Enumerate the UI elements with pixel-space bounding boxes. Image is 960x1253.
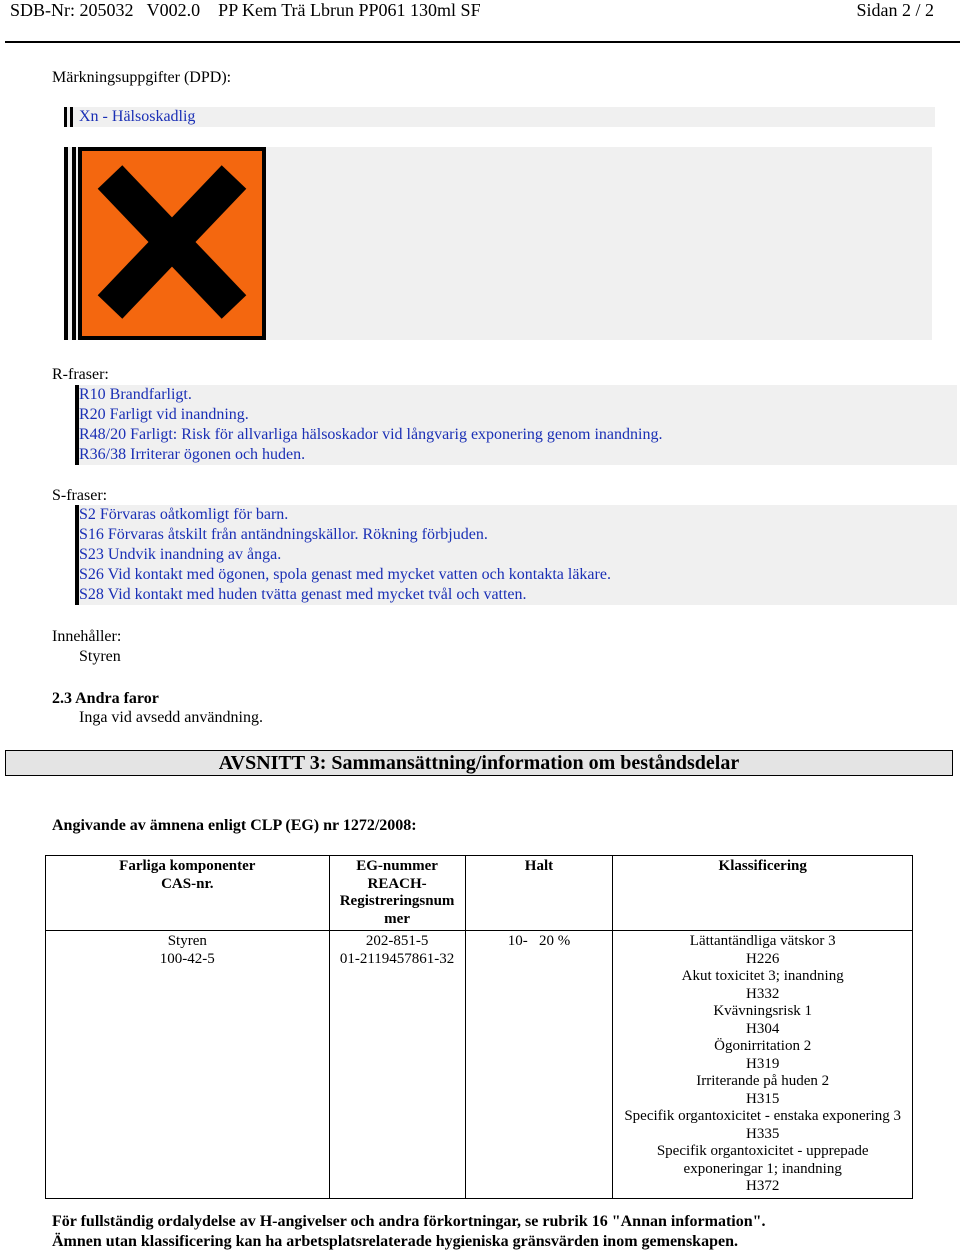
col-header-component <box>46 856 330 931</box>
document-header: SDB-Nr: 205032 V002.0 PP Kem Trä Lbrun PP061 130ml SF <box>10 0 481 20</box>
hazard-label: Xn - Hälsoskadlig <box>79 108 196 125</box>
section-3-heading: AVSNITT 3: Sammansättning/information om beståndsdelar <box>5 750 953 776</box>
cell-text: Styren 100-42-5 <box>159 933 215 967</box>
col-header-amount <box>465 856 613 931</box>
header-text: Farliga komponenter CAS-nr. <box>119 858 256 892</box>
section-3-subtitle: Angivande av ämnena enligt CLP (EG) nr 1272/2008: <box>52 817 417 834</box>
table-header-row <box>46 856 913 931</box>
header-text: EG-nummer REACH- Registreringsnum mer <box>339 858 455 927</box>
footnote-exposure-limits: Ämnen utan klassificering kan ha arbetsplatsrelaterade hygieniska gränsvärden inom gemenskapen. <box>52 1233 738 1250</box>
contains-title: Innehåller: <box>52 628 122 645</box>
other-hazards-value: Inga vid avsedd användning. <box>79 709 263 726</box>
cell-text: Lättantändliga vätskor 3 H226 Akut toxicitet 3; inandning H332 Kvävningsrisk 1 H304 Ögonirritation 2 H319 Irriterande på huden 2 H315 Specifik organtoxicitet - enstaka exponering 3 H335 Specifik organtoxicitet - upprepade exponeringar 1; inandning H372 <box>624 933 902 1194</box>
s-phrase-item: S26 Vid kontakt med ögonen, spola genast med mycket vatten och kontakta läkare. <box>79 566 611 583</box>
cell-ec-number <box>329 931 465 1199</box>
labeling-title: Märkningsuppgifter (DPD): <box>52 69 232 86</box>
s-phrase-item: S28 Vid kontakt med huden tvätta genast med mycket tvål och vatten. <box>79 586 527 603</box>
footnote-h-statements: För fullständig ordalydelse av H-angivelser och andra förkortningar, se rubrik 16 "Annan information". <box>52 1213 766 1230</box>
s-phrases-list <box>75 505 957 605</box>
header-rule <box>5 41 960 43</box>
hazard-label-row <box>64 107 935 127</box>
header-text: Halt <box>524 858 554 874</box>
cell-component <box>46 931 330 1199</box>
other-hazards-title: 2.3 Andra faror <box>52 690 159 707</box>
col-header-ec-number <box>329 856 465 931</box>
cell-text: 10- 20 % <box>507 933 571 949</box>
r-phrase-item: R36/38 Irriterar ögonen och huden. <box>79 446 306 463</box>
cell-classification <box>613 931 913 1199</box>
col-header-classification <box>613 856 913 931</box>
hazard-symbol-area <box>64 147 932 340</box>
r-phrase-item: R20 Farligt vid inandning. <box>79 406 249 423</box>
header-text: Klassificering <box>718 858 807 874</box>
s-phrase-item: S23 Undvik inandning av ånga. <box>79 546 282 563</box>
page-number: Sidan 2 / 2 <box>856 0 934 20</box>
r-phrases-list <box>75 385 957 465</box>
r-phrase-item: R48/20 Farligt: Risk för allvarliga hälsoskador vid långvarig exponering genom inandning. <box>79 426 663 443</box>
harmful-x-icon <box>78 147 266 340</box>
table-row <box>46 931 913 1199</box>
r-phrases-title: R-fraser: <box>52 366 109 383</box>
s-phrase-item: S2 Förvaras oåtkomligt för barn. <box>79 506 289 523</box>
contains-value: Styren <box>79 648 121 665</box>
components-table <box>45 855 913 1199</box>
cell-text: 202-851-5 01-2119457861-32 <box>339 933 455 967</box>
r-phrase-item: R10 Brandfarligt. <box>79 386 192 403</box>
cell-amount <box>465 931 613 1199</box>
s-phrases-title: S-fraser: <box>52 487 108 504</box>
s-phrase-item: S16 Förvaras åtskilt från antändningskällor. Rökning förbjuden. <box>79 526 488 543</box>
